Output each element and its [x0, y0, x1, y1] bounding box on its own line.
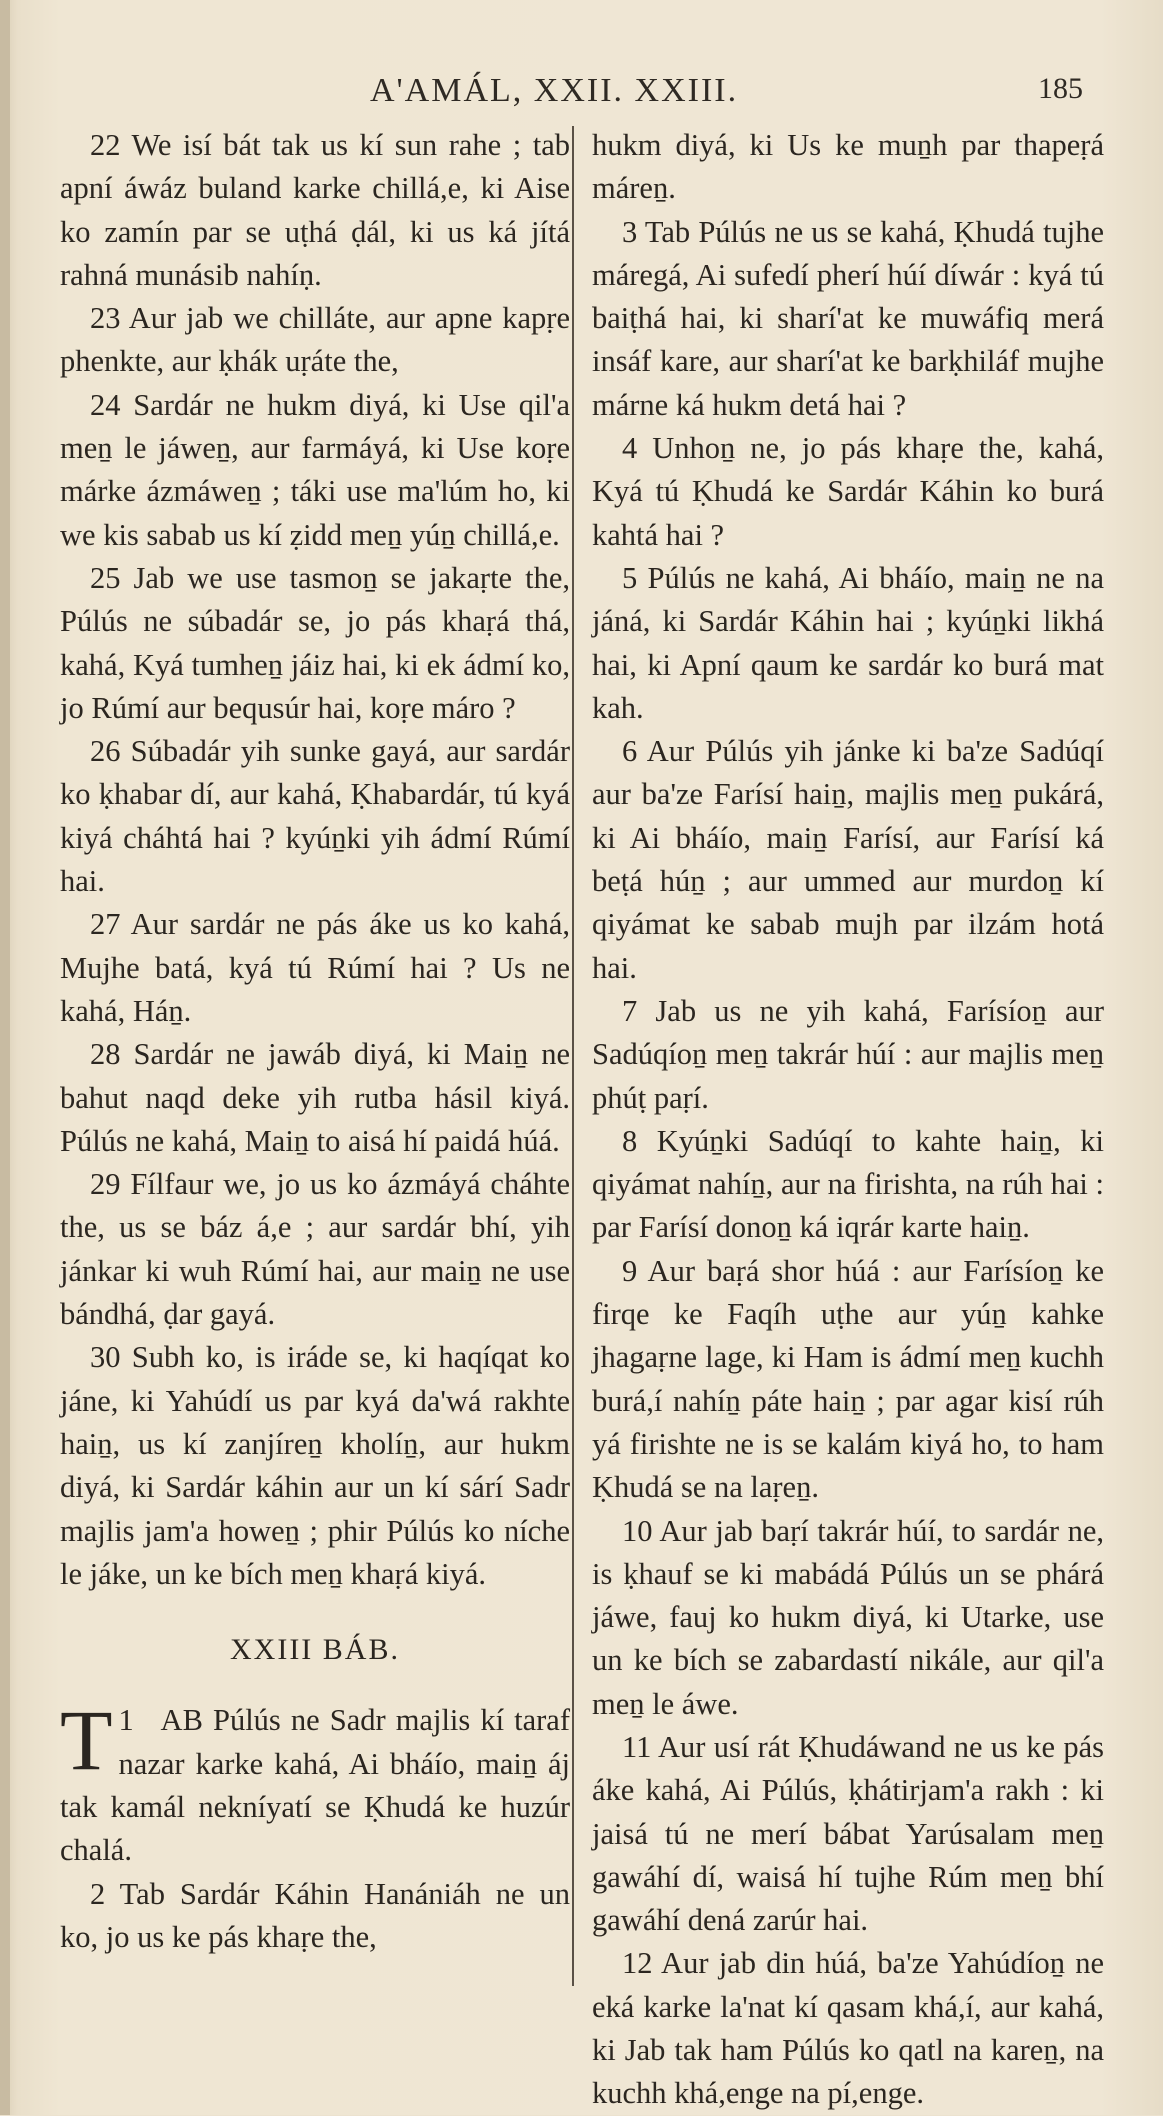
- verse-text: Tab Sardár Káhin Hanániáh ne un ko, jo us ke pás khaṛe the,: [60, 1876, 570, 1954]
- verse-24: [60, 384, 570, 557]
- verse-number: 27: [90, 907, 121, 942]
- verse-27: [60, 903, 570, 1033]
- verse-text: Jab us ne yih kahá, Farísíoṉ aur Sadúqíoṉ meṉ takrár húí : aur majlis meṉ phúṭ paṛí.: [592, 993, 1104, 1115]
- verse-6: [592, 730, 1104, 990]
- verse-text: Súbadár yih sunke gayá, aur sardár ko ḳhabar dí, aur kahá, Ḳhabardár, tú kyá kiyá cháhtá hai ? kyúṉki yih ádmí Rúmí hai.: [60, 734, 571, 899]
- verse-number: 5: [622, 560, 638, 595]
- verse-number: 11: [622, 1729, 652, 1764]
- verse-5: [592, 557, 1104, 730]
- verse-2: [60, 1873, 570, 1960]
- verse-28: [60, 1033, 570, 1163]
- verse-text: Jab we use tasmoṉ se jakaṛte the, Púlús ne súbadár se, jo pás khaṛá thá, kahá, Kyá tumheṉ jáiz hai, ki ek ádmí ko, jo Rúmí aur bequsúr hai, koṛe máro ?: [60, 560, 571, 725]
- drop-cap: T: [60, 1692, 113, 1789]
- verse-29: [60, 1163, 570, 1336]
- verse-number: 29: [90, 1167, 121, 1202]
- page-header: [0, 62, 1163, 122]
- verse-text: Sardár ne jawáb diyá, ki Maiṉ ne bahut naqd deke yih rutba hásil kiyá. Púlús ne kahá, Maiṉ to aisá hí paidá húá.: [60, 1037, 571, 1158]
- verse-text: Sardár ne hukm diyá, ki Use qil'a meṉ le jáweṉ, aur farmáyá, ki Use koṛe márke ázmáweṉ ; táki use ma'lúm ho, ki we kis sabab us kí ẓidd meṉ yúṉ chillá,e.: [60, 387, 570, 552]
- verse-22: [60, 124, 570, 297]
- verse-text: Púlús ne kahá, Ai bháío, maiṉ ne na jáná, ki Sardár Káhin hai ; kyúṉki likhá hai, ki Apní qaum ke sardár ko burá mat kah.: [592, 560, 1105, 725]
- verse-text: Unhoṉ ne, jo pás khaṛe the, kahá, Kyá tú Ḳhudá ke Sardár Káhin ko burá kahtá hai ?: [592, 431, 1104, 552]
- verse-text: Subh ko, is iráde se, ki haqíqat ko jáne, ki Yahúdí us par kyá da'wá rakhte haiṉ, us kí zanjíreṉ kholíṉ, aur hukm diyá, ki Sardár káhin aur un kí sárí Sadr majlis jam'a howeṉ ; phir Púlús ko níche le jáke, un ke bích meṉ khaṛá kiyá.: [60, 1340, 570, 1591]
- verse-text: Fílfaur we, jo us ko ázmáyá cháhte the, us se báz á,e ; aur sardár bhí, yih jánkar ki wuh Rúmí hai, aur maiṉ ne use bándhá, ḍar gayá.: [60, 1167, 570, 1332]
- verse-number: 1: [118, 1703, 134, 1738]
- verse-text: Aur baṛá shor húá : aur Farísíoṉ ke firqe ke Faqíh uṭhe aur yúṉ kahke jhagaṛne lage, ki Ham is ádmí meṉ kuchh burá,í nahíṉ páte haiṉ ; par agar kisí rúh yá firishte ne is se kalám kiyá ho, to ham Ḳhudá se na laṛeṉ.: [592, 1253, 1104, 1505]
- verse-2-continuation: hukm diyá, ki Us ke muṉh par thapeṛá máreṉ.: [592, 128, 1104, 206]
- verse-text: Aur jab din húá, ba'ze Yahúdíoṉ ne eká karke la'nat kí qasam khá,í, aur kahá, ki Jab tak ham Púlús ko qatl na kareṉ, na kuchh khá,enge na pí,enge.: [592, 1946, 1104, 2111]
- verse-text: Aur usí rát Ḳhudáwand ne us ke pás áke kahá, Ai Púlús, ḳhátirjam'a rakh : ki jaisá tú ne merí bábat Yarúsalam meṉ gawáhí dí, waisá hí tujhe Rúm meṉ bhí gawáhí dená zarúr hai.: [592, 1729, 1104, 1938]
- chapter-heading: XXIII BÁB.: [230, 1633, 400, 1667]
- verse-text: AB Púlús ne Sadr majlis kí taraf nazar karke kahá, Ai bháío, maiṉ áj tak kamál nekníyatí se Ḳhudá ke huzúr chalá.: [60, 1703, 570, 1868]
- verse-number: 22: [90, 128, 121, 162]
- verse-number: 3: [622, 214, 638, 249]
- verse-number: 2: [90, 1876, 106, 1911]
- verse-text: Aur Púlús yih jánke ki ba'ze Sadúqí aur ba'ze Farísí haiṉ, majlis meṉ pukárá, ki Ai bháío, maiṉ Farísí, aur Farísí ká beṭá húṉ ; aur ummed aur murdoṉ kí qiyámat ke sabab mujh par ilzám hotá hai.: [592, 734, 1104, 985]
- verse-12: [592, 1942, 1104, 2115]
- verse-number: 28: [90, 1037, 121, 1072]
- running-title: A'AMÁL, XXII. XXIII.: [370, 72, 739, 109]
- verse-text: Kyúṉki Sadúqí to kahte haiṉ, ki qiyámat nahíṉ, aur na firishta, na rúh hai : par Farísí donoṉ ká iqrár karte haiṉ.: [592, 1123, 1104, 1245]
- verse-number: 12: [622, 1946, 653, 1981]
- verse-30: [60, 1336, 570, 1596]
- right-column: [592, 124, 1104, 2116]
- verse-number: 10: [622, 1513, 653, 1548]
- verse-number: 24: [90, 387, 121, 422]
- verse-number: 26: [90, 734, 121, 769]
- verse-25: [60, 557, 570, 730]
- left-column: [60, 124, 570, 1959]
- verse-text: Aur sardár ne pás áke us ko kahá, Mujhe batá, kyá tú Rúmí hai ? Us ne kahá, Háṉ.: [60, 907, 570, 1028]
- page-gutter-shadow: [0, 0, 10, 2115]
- verse-number: 6: [622, 734, 638, 769]
- verse-number: 4: [622, 431, 638, 466]
- verse-10: [592, 1510, 1104, 1726]
- verse-text: Tab Púlús ne us se kahá, Ḳhudá tujhe máregá, Ai sufedí pherí húí díwár : kyá tú baiṭhá hai, ki sharí'at ke muwáfiq merá insáf kare, aur sharí'at ke barḳhiláf mujhe márne ká hukm detá hai ?: [592, 214, 1104, 422]
- verse-9: [592, 1250, 1104, 1510]
- verse-number: 8: [622, 1123, 638, 1158]
- verse-26: [60, 730, 570, 903]
- verse-23: [60, 297, 570, 384]
- verse-8: [592, 1120, 1104, 1250]
- column-rule: [572, 126, 574, 1986]
- verse-3: [592, 211, 1104, 427]
- page-number: 185: [1038, 72, 1083, 105]
- verse-number: 7: [622, 993, 638, 1028]
- verse-text: Aur jab baṛí takrár húí, to sardár ne, is ḳhauf se ki mabádá Púlús un se phárá jáwe, fauj ko hukm diyá, ki Utarke, use un ke bích se zabardastí nikále, aur qil'a meṉ le áwe.: [592, 1513, 1104, 1721]
- verse-number: 23: [90, 301, 121, 336]
- verse-1: [60, 1692, 570, 1872]
- verse-text: We isí bát tak us kí sun rahe ; tab apní áwáz buland karke chillá,e, ki Aise ko zamín par se uṭhá ḍál, ki us ká jítá rahná munásib nahíṇ.: [60, 128, 571, 292]
- verse-7: [592, 990, 1104, 1120]
- verse-11: [592, 1726, 1104, 1942]
- verse-number: 25: [90, 560, 121, 595]
- verse-4: [592, 427, 1104, 557]
- verse-text: Aur jab we chilláte, aur apne kapṛe phenkte, aur ḳhák uṛáte the,: [60, 301, 570, 379]
- verse-number: 9: [622, 1253, 638, 1288]
- verse-number: 30: [90, 1340, 121, 1375]
